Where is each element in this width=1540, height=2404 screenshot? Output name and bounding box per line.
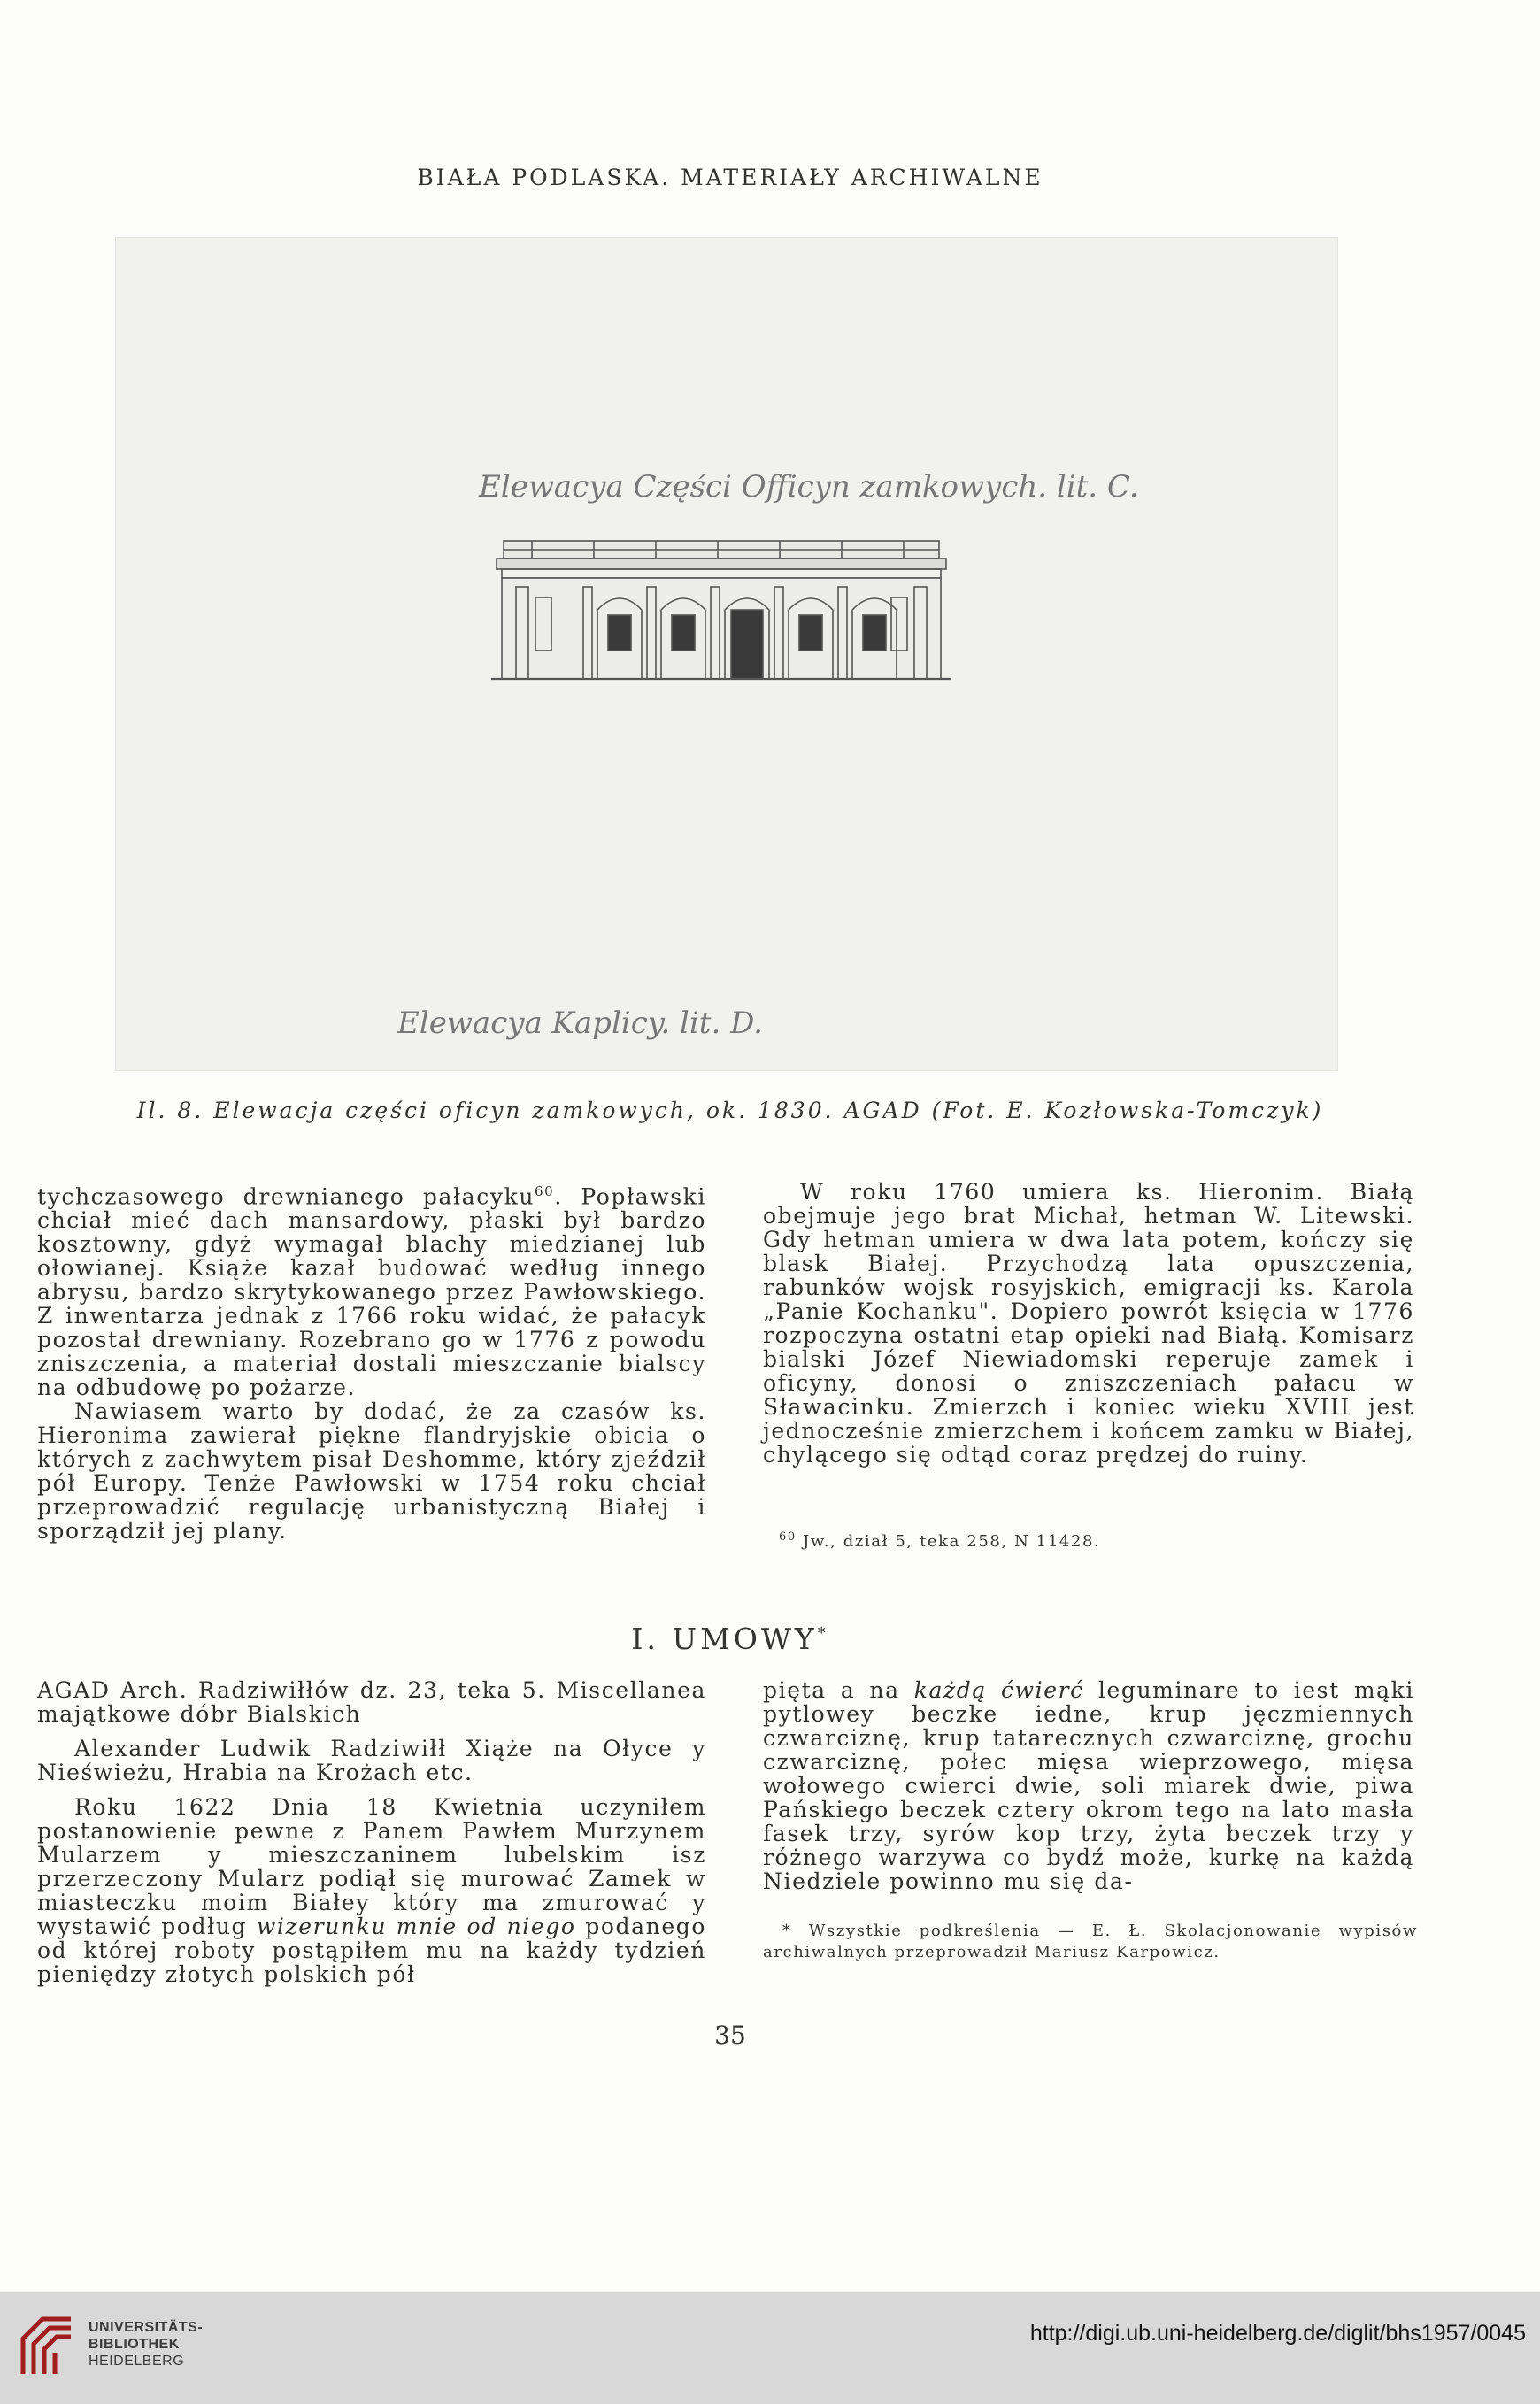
section-heading	[0, 1622, 1460, 1656]
inscription-bottom: Elewacya Kaplicy. lit. D.	[397, 1006, 763, 1041]
text-column-right-upper	[763, 1180, 1414, 1467]
text-run: Roku 1622 Dnia 18 Kwietnia uczyniłem postanowienie pewne z Panem Pawłem Murzynem Mularzem y mieszczaninem lubelskim isz przerzeczony Mularz podiął się murować Zamek w miasteczku moim Białey który ma zmurować y wystawić podług	[37, 1794, 706, 1939]
paragraph: Nawiasem warto by dodać, że za czasów ks. Hieronima zawierał piękne flandryjskie obicia o których z zachwytem pisał Deshomme, który zjeździł pół Europy. Tenże Pawłowski w 1754 roku chciał przeprowadzić regulację urbanistyczną Białej i sporządził jej plany.	[37, 1398, 706, 1545]
text-run: podanego od której roboty postąpiłem mu na każdy tydzień pieniędzy złotych polskich pół	[37, 1914, 707, 1987]
paragraph: AGAD Arch. Radziwiłłów dz. 23, teka 5. Miscellanea majątkowe dóbr Bialskich	[37, 1677, 706, 1727]
library-name-line: UNIVERSITÄTS-	[89, 2320, 204, 2335]
inscription-top: Elewacya Części Officyn zamkowych. lit. C.	[479, 469, 1139, 505]
text-run: leguminare to iest mąki pytlowey beczke iedne, krup jęczmiennych czwarciznę, krup tatarecznych czwarciznę, grochu czwarciznę, połec mięsa wieprzowego, mięsa wołowego cwierci dwie, soli miarek dwie, piwa Pańskiego beczek cztery okrom tego na lato masła fasek trzy, syrów kop trzy, żyta beczek trzy y różnego warzywa co bydź może, kurkę na każdą Niedziele powinno mu się da-	[763, 1677, 1415, 1894]
emphasis: każdą ćwierć	[913, 1677, 1084, 1703]
paragraph: Alexander Ludwik Radziwiłł Xiąże na Ołyce y Nieświeżu, Hrabia na Krożach etc.	[37, 1736, 706, 1785]
paragraph	[763, 1678, 1414, 1893]
footer-bar	[0, 2292, 1540, 2404]
text-column-left-lower	[37, 1678, 706, 1986]
text-column-right-lower	[763, 1678, 1414, 1893]
section-heading-text: I. UMOWY	[631, 1622, 818, 1656]
building-elevation	[491, 541, 951, 679]
elevation-drawing-plate	[115, 237, 1338, 1071]
footnote-marker: *	[817, 1624, 829, 1643]
figure-caption: Il. 8. Elewacja części oficyn zamkowych, ok. 1830. AGAD (Fot. E. Kozłowska-Tomczyk)	[136, 1098, 1324, 1123]
footnote-number: 60	[779, 1530, 797, 1544]
library-name	[89, 2319, 203, 2369]
footnote-ref: 60	[535, 1183, 555, 1199]
library-name-line: BIBLIOTHEK	[89, 2337, 180, 2352]
page-number: 35	[714, 2021, 746, 2050]
text-run: tychczasowego drewnianego pałacyku	[37, 1183, 535, 1210]
text-run: . Popławski chciał mieć dach mansardowy, płaski był bardzo kosztowny, gdyż wymagał blachy miedzianej lub ołowianej. Książe kazał budować według innego abrysu, bardzo skrytykowanego przez Pawłowskiego. Z inwentarza jednak z 1766 roku widać, że pałacyk pozostał drewniany. Rozebrano go w 1776 z powodu zniszczenia, a materiał dostali mieszczanie bialscy na odbudowę po pożarze.	[37, 1183, 706, 1401]
text-column-left-upper	[37, 1180, 706, 1543]
footnote-star	[763, 1921, 1418, 1963]
footnote-text: Jw., dział 5, teka 258, N 11428.	[803, 1532, 1101, 1551]
text-run: pięta a na	[763, 1677, 900, 1703]
library-name-line: HEIDELBERG	[89, 2354, 185, 2369]
paragraph: W roku 1760 umiera ks. Hieronim. Białą obejmuje jego brat Michał, hetman W. Litewski. Gdy hetman umiera w dwa lata potem, kończy się blask Białej. Przychodzą lata opuszczenia, rabunków wojsk rosyjskich, emigracji ks. Karola „Panie Kochanku". Dopiero powrót księcia w 1776 rozpoczyna ostatni etap opieki nad Białą. Komisarz bialski Józef Niewiadomski reperuje zamek i oficyny, donosi o zniszczeniach pałacu w Sławacinku. Zmierzch i koniec wieku XVIII jest jednocześnie zmierzchem i końcem zamku w Białej, chylącego się odtąd coraz prędzej do ruiny.	[763, 1179, 1414, 1468]
paragraph	[37, 1795, 706, 1986]
footnote-text: Wszystkie podkreślenia — E. Ł. Skolacjonowanie wypisów archiwalnych przeprowadził Mariusz Karpowicz.	[763, 1922, 1418, 1961]
paragraph	[37, 1180, 706, 1399]
library-logo-icon	[16, 2312, 78, 2377]
elevation-drawing	[116, 238, 1337, 1070]
footnote-60	[779, 1527, 1416, 1553]
footnote-marker: *	[782, 1922, 792, 1940]
running-head: BIAŁA PODLASKA. MATERIAŁY ARCHIWALNE	[417, 165, 1043, 190]
emphasis: wizerunku mnie od niego	[256, 1914, 576, 1939]
source-url-link[interactable]: http://digi.ub.uni-heidelberg.de/diglit/bhs1957/0045	[1029, 2321, 1526, 2346]
